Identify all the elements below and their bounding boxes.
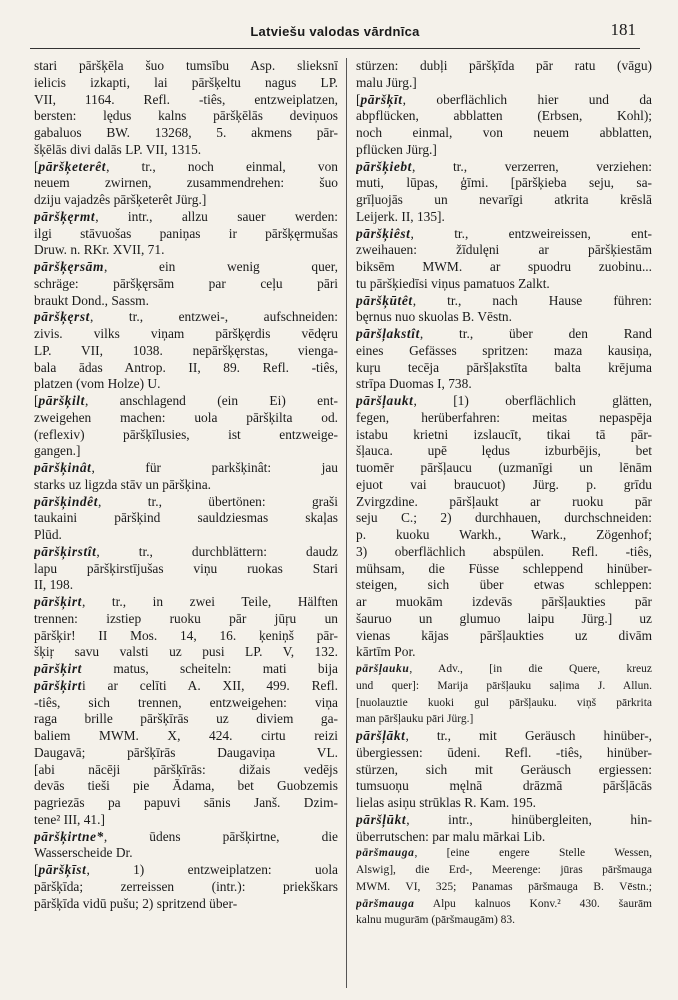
entry-line: ielicis izkapti, lai pāršķeltu nagus LP. bbox=[34, 74, 338, 90]
entry-line: steigen, sich über etwas schleppen: bbox=[356, 577, 652, 593]
headword: pāršķirtne* bbox=[34, 828, 104, 844]
entry-line: neuem zwirnen, zusammendrehen: šuo bbox=[34, 175, 338, 191]
entry-line: stürzen, sich mit Geräusch ergiessen: bbox=[356, 761, 652, 777]
entry-line: šauruo un glumuo laipu Jürg.] uz bbox=[356, 610, 652, 626]
entry-line: pflücken Jürg.] bbox=[356, 141, 437, 157]
entry-line: [abi nācēji pāršķīrās: dižais vedējs bbox=[34, 761, 338, 777]
entry-line: [nuolauztie kuoki gul pāršļauku. viņš pārkrita bbox=[356, 696, 652, 709]
entry-line: Daugavā; pāršķīrās Daugaviņa VL. bbox=[34, 744, 338, 760]
entry-line: biksēm MWM. ar spuodru zuobinu... bbox=[356, 259, 652, 274]
entry-line: ilgi stāvuošas paniņas ir pāršķęrmušas bbox=[34, 225, 338, 241]
entry-line: [pāršķīt, oberflächlich hier und da bbox=[356, 91, 652, 107]
entry-line: istabu krietni izslaucīt, tikai tā pār- bbox=[356, 426, 652, 442]
entry-line: übergiessen: ūdeni. Refl. -tiês, hinüber- bbox=[356, 744, 652, 760]
headword: pāršķirt bbox=[34, 661, 82, 676]
entry-line: zweihauen: žīdulęni ar pāršķiestām bbox=[356, 242, 652, 258]
entry-line: [pāršķeterêt, tr., noch einmal, von bbox=[34, 158, 338, 174]
dictionary-entry bbox=[34, 259, 338, 309]
headword: pāršķirt bbox=[34, 677, 82, 693]
dictionary-entry bbox=[356, 812, 652, 846]
entry-line: šķiŗ savu valsti uz pusi LP. V, 132. bbox=[34, 644, 338, 660]
dictionary-entry bbox=[34, 393, 338, 460]
entry-line: tu pāršķiedīsi viņus pamatuos Zalkt. bbox=[356, 275, 550, 291]
dictionary-entry bbox=[34, 159, 338, 209]
headword: pāršķinât bbox=[34, 460, 92, 475]
dictionary-entry bbox=[34, 594, 338, 829]
entry-line: pāršķirti ar celīti A. XII, 499. Refl. bbox=[34, 677, 338, 693]
entry-line: kuŗu tecēja pāršļakstīta balta krējuma bbox=[356, 359, 652, 375]
entry-line: pāršķirtne*, ūdens pāršķirtne, die bbox=[34, 828, 338, 844]
entry-line: pāršķirt matus, scheiteln: mati bija bbox=[34, 661, 338, 676]
entry-line: starks uz ligzda stāv un pāršķina. bbox=[34, 476, 212, 492]
entry-line: kalnu mugurām (pāršmaugām) 83. bbox=[356, 914, 516, 927]
dictionary-entry bbox=[356, 326, 652, 393]
column-divider bbox=[346, 58, 347, 988]
dictionary-entry bbox=[356, 845, 652, 929]
dictionary-entry bbox=[356, 293, 652, 327]
entry-line: strīpa Duomas I, 738. bbox=[356, 376, 472, 392]
headword: pāršķirstît bbox=[34, 543, 97, 559]
entry-line: Zvirgzdine. pāršļaukt ar ruoku pār bbox=[356, 493, 652, 509]
entry-line: pāršķęrmt, intr., allzu sauer werden: bbox=[34, 208, 338, 224]
entry-line: muti, lūpas, ģīmi. [pāršķieba seju, sa- bbox=[356, 175, 652, 191]
entry-line: gabaluos BW. 13268, 5. akmens pār- bbox=[34, 125, 338, 140]
dictionary-entry bbox=[356, 226, 652, 293]
dictionary-entry bbox=[34, 494, 338, 544]
entry-line: lapu pāršķirstījušas viņu ruokas Stari bbox=[34, 560, 338, 576]
entry-line: (reflexiv) pāršķīlusies, ist entzweige- bbox=[34, 426, 338, 442]
headword: pāršļūkt bbox=[356, 811, 407, 827]
entry-line: pāršķinât, für parkšķinât: jau bbox=[34, 460, 338, 475]
entry-line: -tiês, sich trennen, entzweigehen: viņa bbox=[34, 694, 338, 710]
dictionary-entry bbox=[356, 661, 652, 728]
entry-line: lielas asiņu strūklas R. Kam. 195. bbox=[356, 795, 537, 810]
dictionary-entry bbox=[356, 728, 652, 812]
entry-line: pāršķīda vidū pušu; 2) spritzend über- bbox=[34, 895, 238, 911]
entry-line: baliem MWM. X, 424. cirtu reizi bbox=[34, 728, 338, 743]
entry-line: tumsuoņu męlnā drāzmā pāršļācās bbox=[356, 778, 652, 794]
running-title: Latviešu valodas vārdnīca bbox=[250, 24, 420, 39]
entry-line: abpflücken, abblatten (Erbsen, Kohl); bbox=[356, 108, 652, 124]
entry-line: Alswig], die Erd-, Meerenge: jūras pāršmauga bbox=[356, 864, 652, 876]
entry-line: ejuot vai braucuot) Jürg. p. grīdu bbox=[356, 476, 652, 492]
entry-line: Plūd. bbox=[34, 527, 62, 542]
entry-line: pāršļūkt, intr., hinübergleiten, hin- bbox=[356, 811, 652, 827]
entry-line: šķēlās divi dalās LP. VII, 1315. bbox=[34, 141, 202, 157]
entry-line: man pāršļauku pāri Jürg.] bbox=[356, 713, 474, 726]
entry-line: Druw. n. RKr. XVII, 71. bbox=[34, 242, 165, 258]
entry-line: platzen (vom Holze) U. bbox=[34, 376, 161, 392]
entry-line: noch einmal, von neuem abblatten, bbox=[356, 125, 652, 140]
entry-line: raga brille pāršķīrās uz diviem ga- bbox=[34, 711, 338, 727]
headword: pāršķīt bbox=[360, 91, 403, 107]
entry-line: pāršķirstît, tr., durchblättern: daudz bbox=[34, 543, 338, 559]
right-column bbox=[356, 58, 652, 988]
entry-line: und quer]: Marija pāršļauku saļima J. Allun. bbox=[356, 679, 652, 692]
headword: pāršķęrst bbox=[34, 309, 90, 325]
entry-line: MWM. VI, 325; Panamas pāršmauga B. Vēstn.; bbox=[356, 880, 652, 893]
entry-line: ar muokām izdevās pāršļaukties pār bbox=[356, 594, 652, 609]
entry-line: LP. VII, 1038. nepāršķęrstas, vienga- bbox=[34, 342, 338, 358]
entry-line: eines Gefässes spritzen: maza kausiņa, bbox=[356, 342, 652, 358]
dictionary-entry bbox=[356, 92, 652, 159]
page-number: 181 bbox=[610, 20, 636, 39]
entry-line: dziju vajadzês pāršķeterêt Jürg.] bbox=[34, 192, 207, 207]
headword: pāršļaukt bbox=[356, 393, 414, 408]
entry-line: pāršļākt, tr., mit Geräusch hinüber-, bbox=[356, 728, 652, 743]
header-rule bbox=[30, 48, 640, 49]
headword: pāršķirt bbox=[34, 594, 82, 609]
page-header bbox=[30, 14, 640, 48]
headword: pāršļākt bbox=[356, 728, 406, 743]
entry-line: pāršķęrsām, ein wenig quer, bbox=[34, 259, 338, 274]
entry-line: trennen: izstiep ruoku pār jūŗu un bbox=[34, 610, 338, 626]
entry-line: pāršķęrst, tr., entzwei-, aufschneiden: bbox=[34, 309, 338, 325]
headword: pāršļakstît bbox=[356, 326, 420, 341]
entry-line: braukt Dond., Sassm. bbox=[34, 292, 149, 308]
entry-line: zivis. vilks viņam pāršķęrdis vēdęru bbox=[34, 326, 338, 341]
entry-line: šļauca. upē lędus izburbējis, bet bbox=[356, 443, 652, 459]
entry-line: malu Jürg.] bbox=[356, 74, 417, 90]
headword: pāršķęrsām bbox=[34, 259, 104, 274]
entry-line: [pāršķilt, anschlagend (ein Ei) ent- bbox=[34, 393, 338, 408]
headword: pāršķiebt bbox=[356, 158, 412, 174]
dictionary-entry bbox=[34, 862, 338, 912]
entry-line: stari pāršķēla šuo tumsību Asp. slieksnī bbox=[34, 58, 338, 73]
headword: pāršķūtêt bbox=[356, 292, 413, 308]
entry-line: bęrnus nuo skuolas B. Vēstn. bbox=[356, 309, 512, 325]
entry-line: pāršļaukt, [1) oberflächlich glätten, bbox=[356, 393, 652, 408]
dictionary-entry bbox=[34, 58, 338, 159]
entry-line: tuomēr pāršļaucu (uzmanīgi un lēnām bbox=[356, 460, 652, 475]
entry-line: mühsam, die Füsse schleppend hinüber- bbox=[356, 560, 652, 576]
headword: pāršmauga bbox=[356, 847, 415, 860]
entry-line: pāršļauku, Adv., [in die Quere, kreuz bbox=[356, 663, 652, 675]
left-column bbox=[34, 58, 338, 988]
dictionary-entry bbox=[34, 544, 338, 594]
entry-line: pāršmauga Alpu kalnuos Konv.² 430. šaurām bbox=[356, 897, 652, 910]
entry-line: bala ādas Antrop. II, 89. Refl. -tiês, bbox=[34, 359, 338, 375]
dictionary-entry bbox=[34, 209, 338, 259]
entry-line: stürzen: dubļi pāršķīda pār ratu (vāgu) bbox=[356, 58, 652, 73]
entry-line: 3) oberflächlich abspülen. Refl. -tiês, bbox=[356, 543, 652, 559]
headword: pāršķeterêt bbox=[38, 158, 107, 174]
entry-line: Wasserscheide Dr. bbox=[34, 845, 133, 861]
entry-line: vienas kājas pāršļaukties uz divām bbox=[356, 627, 652, 643]
headword: pāršķīst bbox=[38, 862, 87, 877]
entry-line: kārtīm Por. bbox=[356, 644, 416, 660]
dictionary-entry bbox=[34, 309, 338, 393]
headword: pāršķiêst bbox=[356, 225, 411, 241]
entry-line: [pāršķīst, 1) entzweiplatzen: uola bbox=[34, 862, 338, 877]
dictionary-entry bbox=[356, 58, 652, 92]
entry-line: seju C.; 2) durchhauen, durchschneiden: bbox=[356, 510, 652, 526]
entry-line: taukaini pāršķind sauldziesmas skaļas bbox=[34, 510, 338, 526]
entry-line: VII, 1164. Refl. -tiês, entzweiplatzen, bbox=[34, 91, 338, 107]
entry-line: überrutschen: par malu mārkai Lib. bbox=[356, 828, 546, 844]
entry-line: bersten: lędus kalns pāršķēlās deviņuos bbox=[34, 108, 338, 124]
entry-line: pāršķiebt, tr., verzerren, verziehen: bbox=[356, 158, 652, 174]
entry-line: gangen.] bbox=[34, 443, 81, 459]
entry-line: pāršķīda; zerreissen (intr.): priekškars bbox=[34, 878, 338, 894]
entry-line: pāršķirt, tr., in zwei Teile, Hälften bbox=[34, 594, 338, 609]
entry-line: pāršķindêt, tr., übertönen: graši bbox=[34, 493, 338, 509]
headword: pāršķęrmt bbox=[34, 208, 96, 224]
entry-line: II, 198. bbox=[34, 577, 74, 593]
entry-line: p. kuoku Warkh., Wark., Zögenhof; bbox=[356, 527, 652, 542]
entry-line: devās tieši pie Ādama, bet Guobzemis bbox=[34, 778, 338, 794]
entry-line: pāršķūtêt, tr., nach Hause führen: bbox=[356, 292, 652, 308]
entry-line: pāršķir! II Mos. 14, 16. ķeniņš pār- bbox=[34, 627, 338, 643]
entry-line: fegen, herüberfahren: meitas nepaspēja bbox=[356, 409, 652, 425]
entry-line: pāršķiêst, tr., entzweireissen, ent- bbox=[356, 225, 652, 241]
headword: pāršķindêt bbox=[34, 493, 99, 509]
entry-line: grīļuojās un nevarīgi atkrita krēslā bbox=[356, 192, 652, 207]
entry-line: schräge: pāršķęrsām par ceļu pāri bbox=[34, 275, 338, 291]
entry-line: pagriezās pa papuvi sānis Janš. Dzim- bbox=[34, 795, 338, 810]
dictionary-entry bbox=[356, 159, 652, 226]
dictionary-entry bbox=[34, 829, 338, 863]
entry-line: tene² III, 41.] bbox=[34, 811, 105, 827]
headword: pāršļauku bbox=[356, 663, 410, 675]
dictionary-entry bbox=[356, 393, 652, 661]
headword: pāršķilt bbox=[38, 393, 85, 408]
entry-line: pāršļakstît, tr., über den Rand bbox=[356, 326, 652, 341]
dictionary-entry bbox=[34, 460, 338, 494]
entry-line: zweigehen machen: uola pāršķilta od. bbox=[34, 409, 338, 425]
entry-line: Leijerk. II, 135]. bbox=[356, 208, 445, 224]
headword: pāršmauga bbox=[356, 897, 415, 910]
entry-line: pāršmauga, [eine engere Stelle Wessen, bbox=[356, 847, 652, 860]
